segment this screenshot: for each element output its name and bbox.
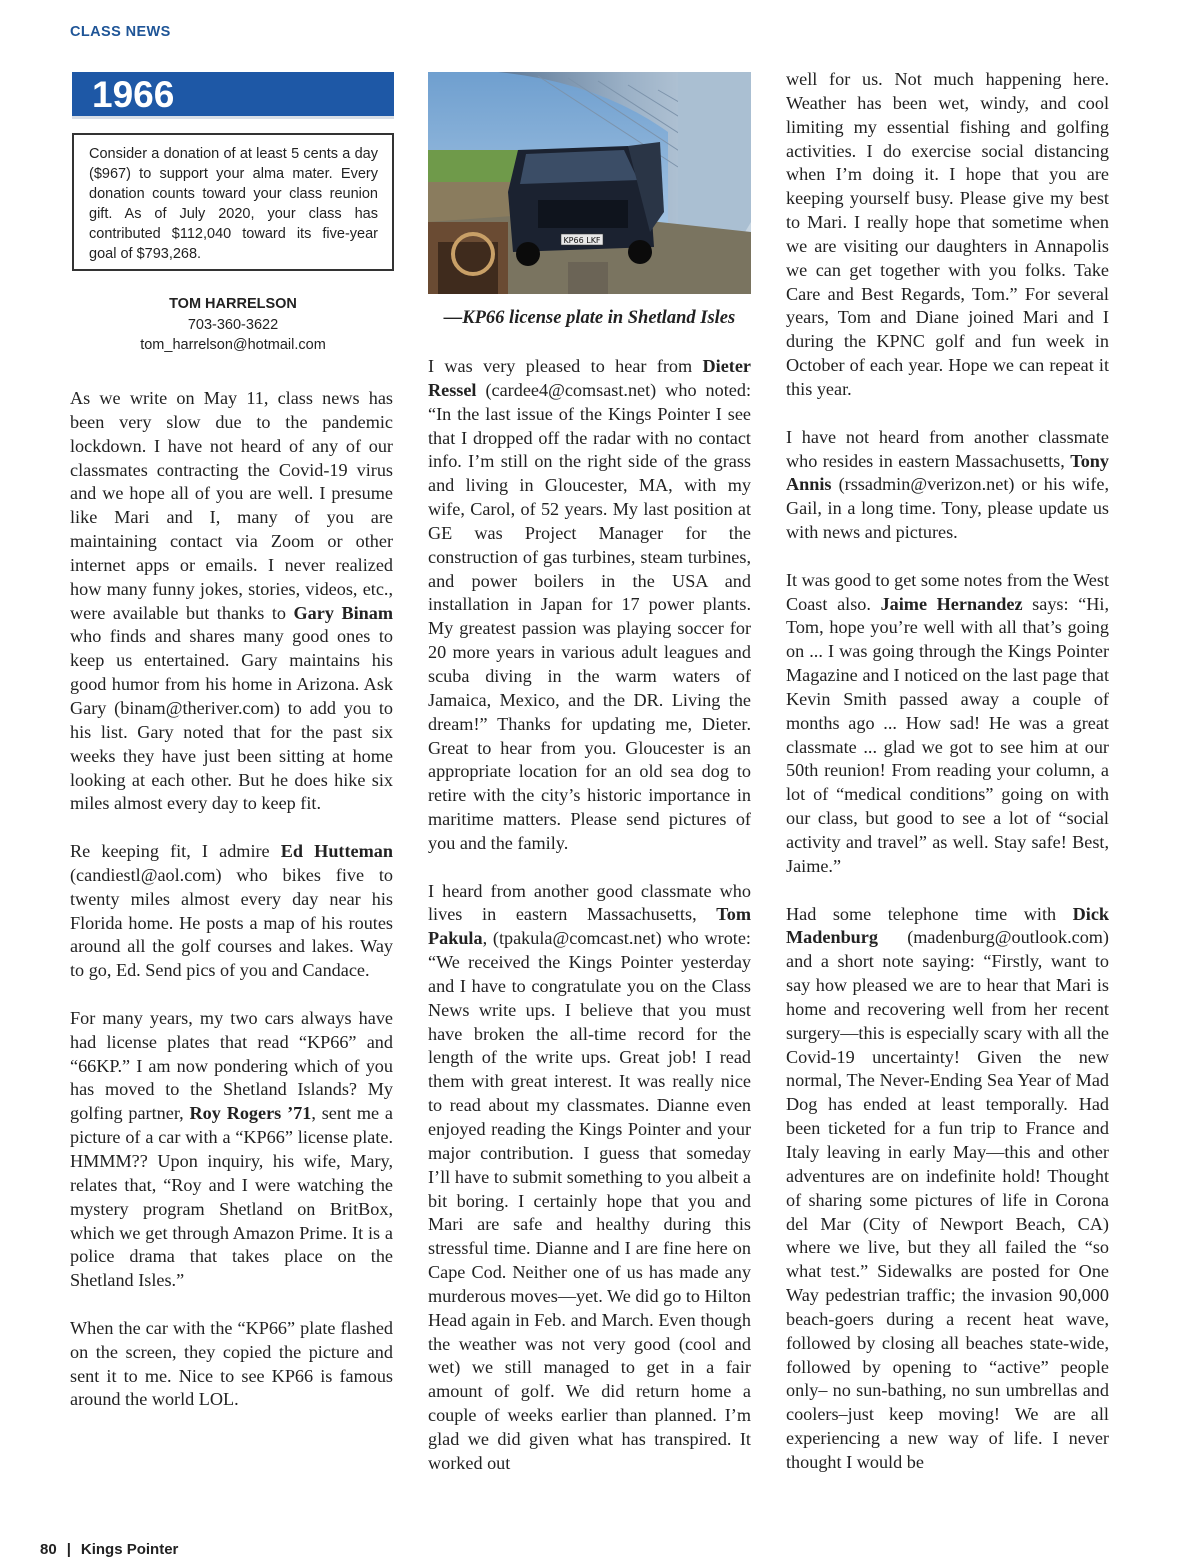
paragraph: Re keeping fit, I admire Ed Hutteman (candiestl@aol.com) who bikes five to twenty miles almost every day near his Florida home. He posts a map of his routes around all the golf courses and lakes. Way to go, Ed. Send pics of you and Candace. [70,841,393,981]
footer-separator: | [66,1541,71,1558]
page-number: 80 [40,1541,57,1558]
year-banner [72,72,394,119]
donation-box: Consider a donation of at least 5 cents a day ($967) to support your alma mater. Every donation counts toward your class reunion gift. As of July 2020, your class has contributed $112,040 toward its five-year goal of $793,268. [72,133,394,271]
car-photo-illustration [428,72,751,294]
column-1-text [70,387,393,1436]
column-2-text [428,355,751,1500]
contact-email: tom_harrelson@hotmail.com [140,337,326,353]
license-plate-text: KP66 LKF [563,236,601,245]
column-3-text [786,68,1109,1499]
class-contact [72,294,394,356]
contact-name: TOM HARRELSON [169,296,297,312]
page-footer [40,1541,178,1558]
year-heading: 1966 [92,74,175,115]
paragraph: Had some telephone time with Dick Madenburg (madenburg@outlook.com) and a short note saying: “Firstly, want to say how pleased we are to hear that Mari is home and recovering well from her recent surgery—this is especially scary with all the Covid-19 uncertainty! Given the new normal, The Never-Ending Sea Year of Mad Dog has ended at least temporally. Had been ticketed for a fun trip to France and Italy leaving in early May—this and other adventures are on indefinite hold! Thought of sharing some pictures of life in Corona del Mar (City of Newport Beach, CA) where we live, but they all failed the “so what test.” Sidewalks are posted for One Way pedestrian traffic; the invasion 90,000 beach-goers during a recent heat wave, followed by closing all beaches state-wide, followed by opening to “active” people only– no sun-bathing, no sun umbrellas and coolers–just keep moving! We are all experiencing a new way of life. I never thought I would be [786,903,1109,1472]
paragraph: I heard from another good classmate who lives in eastern Massachusetts, Tom Pakula, (tpakula@comcast.net) who wrote: “We received the Kings Pointer yesterday and I have to congratulate you on the Class News write ups. I believe that you must have broken the all-time record for the length of the write ups. Great job! I read them with great interest. It was really nice to read about my classmates. Dianne even enjoyed reading the Kings Pointer and your major contribution. I guess that someday I’ll have to submit something to you albeit a bit boring. I certainly hope that you and Mari are safe and healthy during this stressful time. Dianne and I are fine here on Cape Cod. Neither one of us has made any murderous moves—yet. We did go to Hilton Head again in Feb. and March. Even though the weather was not very good (cool and wet) we still managed to get in a fair amount of golf. We did return home a couple of weeks earlier than planned. I’m glad we did given what has transpired. It worked out [428,880,752,1473]
paragraph: I was very pleased to hear from Dieter Ressel (cardee4@comsast.net) who noted: “In the last issue of the Kings Pointer I see that I dropped off the radar with no contact info. I’m still on the right side of the grass and living in Gloucester, MA, with my wife, Carol, of 52 years. My last position at GE was Project Manager for the construction of gas turbines, steam turbines, and power boilers in the USA and installation in Japan for 17 power plants. My greatest passion was playing soccer for 20 more years in various adult leagues and scuba diving in the warm waters of Jamaica, Mexico, and the DR. Living the dream!” Thanks for updating me, Dieter. Great to hear from you. Gloucester is an appropriate location for an old sea dog to retire with the city’s historic importance in maritime matters. Please send pictures of you and the family. [428,356,751,853]
paragraph: I have not heard from another classmate who resides in eastern Massachusetts, Tony Annis (rssadmin@verizon.net) or his wife, Gail, in a long time. Tony, please update us with news and pictures. [786,426,1109,543]
paragraph: For many years, my two cars always have had license plates that read “KP66” and “66KP.” I am now pondering which of you has moved to the Shetland Islands? My golfing partner, Roy Rogers ’71, sent me a picture of a car with a “KP66” license plate. HMMM?? Upon inquiry, his wife, Mary, relates that, “Roy and I were watching the mystery program Shetland on BritBox, which we get through Amazon Prime. It is a police drama that takes place on the Shetland Isles.” [70,1007,393,1291]
paragraph: It was good to get some notes from the West Coast also. Jaime Hernandez says: “Hi, Tom, hope you’re well with all that’s going on ... I was going through the Kings Pointer Magazine and I noticed on the last page that Kevin Smith passed away a couple of months ago ... How sad! He was a great classmate ... glad we got to see him at our 50th reunion! From reading your column, a lot of “medical conditions” going on with our class, but good to see a lot of “social activity and travel” as well. Stay safe! Best, Jaime.” [786,569,1110,876]
paragraph: well for us. Not much happening here. Weather has been wet, windy, and cool limiting my essential fishing and golfing activities. I do exercise social distancing when I’m doing it. I hope that you are keeping yourself busy. Please give my best to Mari. I really hope that sometime when we are visiting our daughters in Annapolis we can get together with you folks. Take Care and Best Regards, Tom.” For several years, Tom and Diane joined Mari and I during the KPNC golf and fun week in October of each year. Hope we can repeat it this year. [786,69,1109,399]
car-photo [428,72,751,294]
photo-caption: —KP66 license plate in Shetland Isles [443,308,736,328]
contact-phone: 703-360-3622 [187,316,279,333]
section-label: CLASS NEWS [70,24,171,40]
paragraph: When the car with the “KP66” plate flashed on the screen, they copied the picture and sent it to me. Nice to see KP66 is famous around the world LOL. [70,1317,393,1410]
paragraph: As we write on May 11, class news has been very slow due to the pandemic lockdown. I have not heard of any of our classmates contracting the Covid-19 virus and we hope all of you are well. I presume like Mari and I, many of you are maintaining contact via Zoom or other internet apps or emails. I never realized how many funny jokes, stories, videos, etc., were available but thanks to Gary Binam who finds and shares many good ones to keep us entertained. Gary maintains his good humor from his home in Arizona. Ask Gary (binam@theriver.com) to add you to his list. Gary noted that for the past six weeks they have just been sitting at home looking at each other. But he does hike six miles almost every day to keep fit. [70,388,393,814]
publication-name: Kings Pointer [80,1541,179,1558]
